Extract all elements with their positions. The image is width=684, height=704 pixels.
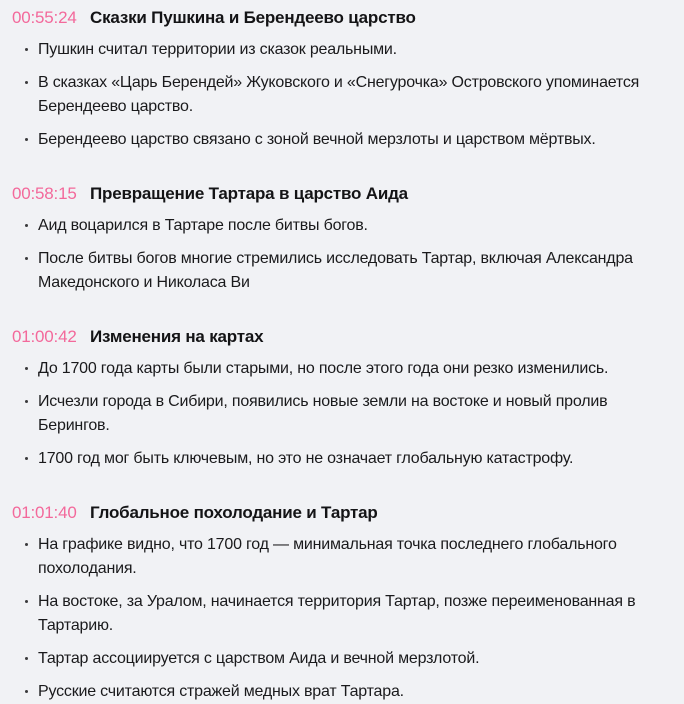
- bullet-list: [12, 214, 660, 295]
- section-header: [12, 182, 660, 206]
- bullet-dot-icon: [25, 48, 28, 51]
- summary-section: [12, 501, 660, 704]
- bullet-text: В сказках «Царь Берендей» Жуковского и «Снегурочка» Островского упоминается Берендеево царство.: [38, 74, 640, 115]
- timestamp-link[interactable]: 00:58:15: [12, 184, 77, 203]
- bullet-list: [12, 533, 660, 704]
- list-item: [12, 533, 660, 581]
- section-title: Глобальное похолодание и Тартар: [90, 503, 378, 522]
- list-item: [12, 390, 660, 438]
- bullet-text: После битвы богов многие стремились исследовать Тартар, включая Александра Македонского и Николаса Ви: [38, 250, 633, 291]
- list-item: [12, 38, 660, 62]
- bullet-dot-icon: [25, 138, 28, 141]
- bullet-list: [12, 357, 660, 471]
- list-item: [12, 647, 660, 671]
- bullet-dot-icon: [25, 81, 28, 84]
- list-item: [12, 71, 660, 119]
- bullet-dot-icon: [25, 457, 28, 460]
- bullet-text: Аид воцарился в Тартаре после битвы богов.: [38, 217, 368, 234]
- timestamp-link[interactable]: 01:00:42: [12, 327, 77, 346]
- bullet-dot-icon: [25, 600, 28, 603]
- summary-section: [12, 6, 660, 152]
- section-title: Изменения на картах: [90, 327, 264, 346]
- summary-section: [12, 325, 660, 471]
- bullet-dot-icon: [25, 400, 28, 403]
- timestamp-link[interactable]: 01:01:40: [12, 503, 77, 522]
- bullet-dot-icon: [25, 224, 28, 227]
- bullet-text: Пушкин считал территории из сказок реальными.: [38, 41, 397, 58]
- bullet-text: Берендеево царство связано с зоной вечной мерзлоты и царством мёртвых.: [38, 131, 596, 148]
- bullet-text: Исчезли города в Сибири, появились новые земли на востоке и новый пролив Берингов.: [38, 393, 608, 434]
- section-header: [12, 501, 660, 525]
- bullet-dot-icon: [25, 257, 28, 260]
- section-header: [12, 325, 660, 349]
- bullet-text: До 1700 года карты были старыми, но после этого года они резко изменились.: [38, 360, 609, 377]
- bullet-list: [12, 38, 660, 152]
- list-item: [12, 680, 660, 704]
- bullet-text: На графике видно, что 1700 год — минимальная точка последнего глобального похолодания.: [38, 536, 617, 577]
- bullet-dot-icon: [25, 690, 28, 693]
- timestamp-link[interactable]: 00:55:24: [12, 8, 77, 27]
- bullet-text: 1700 год мог быть ключевым, но это не означает глобальную катастрофу.: [38, 450, 574, 467]
- list-item: [12, 128, 660, 152]
- list-item: [12, 590, 660, 638]
- bullet-dot-icon: [25, 367, 28, 370]
- bullet-text: Русские считаются стражей медных врат Тартара.: [38, 683, 404, 700]
- list-item: [12, 247, 660, 295]
- bullet-text: Тартар ассоциируется с царством Аида и вечной мерзлотой.: [38, 650, 480, 667]
- section-title: Сказки Пушкина и Берендеево царство: [90, 8, 416, 27]
- summary-section: [12, 182, 660, 295]
- bullet-text: На востоке, за Уралом, начинается территория Тартар, позже переименованная в Тартарию.: [38, 593, 636, 634]
- section-title: Превращение Тартара в царство Аида: [90, 184, 408, 203]
- list-item: [12, 214, 660, 238]
- bullet-dot-icon: [25, 543, 28, 546]
- section-header: [12, 6, 660, 30]
- list-item: [12, 357, 660, 381]
- list-item: [12, 447, 660, 471]
